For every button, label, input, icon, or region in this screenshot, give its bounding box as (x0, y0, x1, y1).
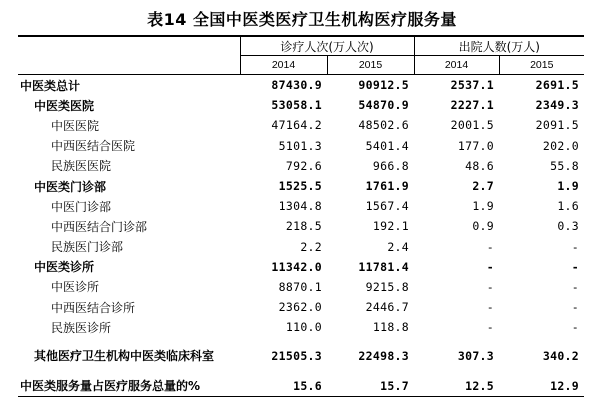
cell-value: - (571, 239, 579, 254)
cell-value: 8870.1 (278, 279, 322, 294)
cell-value: 2001.5 (450, 118, 494, 133)
header-visits: 诊疗人次(万人次) (240, 36, 414, 56)
row-label: 中医门诊部 (51, 199, 112, 214)
table-row (18, 136, 584, 156)
cell-value: 218.5 (285, 219, 322, 234)
cell-value: 54870.9 (358, 98, 409, 113)
service-volume-table (18, 35, 584, 397)
cell-value: 15.6 (240, 375, 327, 396)
cell-value: 90912.5 (358, 78, 409, 93)
table-row (18, 176, 584, 196)
cell-value: 11781.4 (358, 259, 409, 274)
cell-value: - (486, 259, 494, 274)
cell-value: 1761.9 (365, 179, 409, 194)
cell-value: 2691.5 (535, 78, 579, 93)
cell-value: 0.3 (557, 219, 579, 234)
cell-value: 1304.8 (278, 199, 322, 214)
header-stub (18, 36, 240, 56)
cell-value: 11342.0 (271, 259, 322, 274)
cell-value: 792.6 (285, 158, 322, 173)
header-discharges: 出院人数(万人) (414, 36, 584, 56)
table-row (18, 156, 584, 176)
cell-value: 0.9 (472, 219, 494, 234)
table-row (18, 216, 584, 236)
cell-value: 2091.5 (535, 118, 579, 133)
cell-value: 2349.3 (535, 98, 579, 113)
cell-value: 1525.5 (278, 179, 322, 194)
cell-value: - (571, 279, 579, 294)
cell-value: 2.7 (472, 179, 494, 194)
cell-value: - (571, 259, 579, 274)
cell-value: - (571, 300, 579, 315)
cell-value: 307.3 (457, 349, 494, 364)
table-row-share (18, 375, 584, 396)
table-row (18, 277, 584, 297)
table-row (18, 196, 584, 216)
year-discharges-2014: 2014 (414, 56, 499, 75)
table-row-total (18, 75, 584, 96)
cell-value: 2446.7 (365, 300, 409, 315)
row-label: 中医类服务量占医疗服务总量的% (18, 375, 240, 396)
row-label: 中医类门诊部 (34, 179, 107, 194)
cell-value: 48.6 (465, 158, 494, 173)
cell-value: 1567.4 (365, 199, 409, 214)
cell-value: 118.8 (372, 320, 409, 335)
row-label: 民族医医院 (51, 159, 112, 174)
row-label: 中医类诊所 (34, 260, 95, 275)
header-row-groups (18, 36, 584, 56)
row-label: 中医类总计 (20, 78, 81, 93)
row-label: 民族医门诊部 (51, 240, 124, 255)
header-row-years (18, 56, 584, 75)
cell-value: 2.2 (300, 239, 322, 254)
cell-value: 192.1 (372, 219, 409, 234)
cell-value: 22498.3 (358, 349, 409, 364)
cell-value: - (486, 320, 494, 335)
cell-value: 202.0 (542, 138, 579, 153)
table-row (18, 317, 584, 337)
cell-value: 15.7 (327, 375, 414, 396)
cell-value: 12.5 (414, 375, 499, 396)
cell-value: 2227.1 (450, 98, 494, 113)
cell-value: 177.0 (457, 138, 494, 153)
cell-value: 1.6 (557, 199, 579, 214)
table-row (18, 95, 584, 115)
cell-value: 9215.8 (365, 279, 409, 294)
cell-value: 966.8 (372, 158, 409, 173)
cell-value: - (486, 279, 494, 294)
cell-value: 5401.4 (365, 138, 409, 153)
cell-value: 53058.1 (271, 98, 322, 113)
table-row (18, 257, 584, 277)
cell-value: - (571, 320, 579, 335)
cell-value: 2.4 (387, 239, 409, 254)
cell-value: 2362.0 (278, 300, 322, 315)
cell-value: - (486, 239, 494, 254)
row-label: 中医类医院 (34, 98, 95, 113)
cell-value: 340.2 (542, 349, 579, 364)
table-title: 表14 全国中医类医疗卫生机构医疗服务量 (147, 10, 457, 29)
cell-value: - (486, 300, 494, 315)
cell-value: 47164.2 (271, 118, 322, 133)
cell-value: 21505.3 (271, 349, 322, 364)
table-row (18, 237, 584, 257)
row-label: 民族医诊所 (51, 320, 112, 335)
row-label: 中西医结合医院 (51, 139, 136, 154)
year-visits-2015: 2015 (327, 56, 414, 75)
year-discharges-2015: 2015 (499, 56, 584, 75)
table-row (18, 115, 584, 135)
cell-value: 2537.1 (450, 78, 494, 93)
table-row (18, 337, 584, 375)
cell-value: 12.9 (499, 375, 584, 396)
header-stub-2 (18, 56, 240, 75)
cell-value: 87430.9 (271, 78, 322, 93)
cell-value: 1.9 (557, 179, 579, 194)
cell-value: 110.0 (285, 320, 322, 335)
row-label: 中西医结合门诊部 (51, 219, 148, 234)
year-visits-2014: 2014 (240, 56, 327, 75)
row-label: 其他医疗卫生机构中医类临床科室 (34, 349, 215, 364)
cell-value: 55.8 (550, 158, 579, 173)
row-label: 中医医院 (51, 118, 100, 133)
cell-value: 48502.6 (358, 118, 409, 133)
row-label: 中医诊所 (51, 280, 100, 295)
row-label: 中西医结合诊所 (51, 300, 136, 315)
cell-value: 1.9 (472, 199, 494, 214)
table-row (18, 297, 584, 317)
cell-value: 5101.3 (278, 138, 322, 153)
